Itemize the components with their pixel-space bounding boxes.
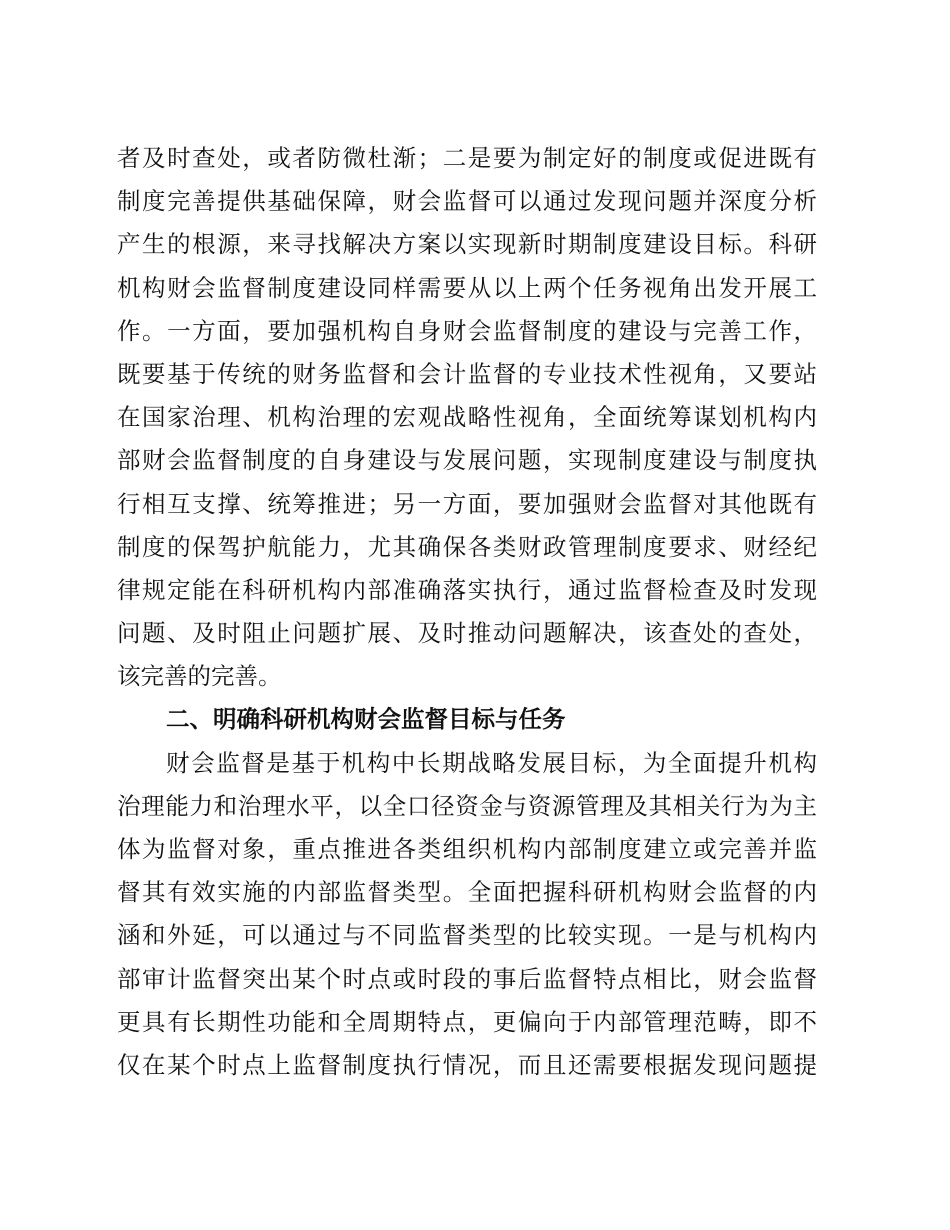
text-line: 产生的根源，来寻找解决方案以实现新时期制度建设目标。科研 xyxy=(117,230,817,259)
text-line: 作。一方面，要加强机构自身财会监督制度的建设与完善工作， xyxy=(117,316,817,345)
text-line: 仅在某个时点上监督制度执行情况，而且还需要根据发现问题提 xyxy=(117,1050,817,1079)
document-body xyxy=(117,137,817,1087)
text-line: 体为监督对象，重点推进各类组织机构内部制度建立或完善并监 xyxy=(117,835,817,863)
text-line: 既要基于传统的财务监督和会计监督的专业技术性视角，又要站 xyxy=(117,359,817,388)
text-line: 涵和外延，可以通过与不同监督类型的比较实现。一是与机构内 xyxy=(117,921,817,950)
text-line: 制度的保驾护航能力，尤其确保各类财政管理制度要求、财经纪 xyxy=(117,532,817,561)
text-line: 部财会监督制度的自身建设与发展问题，实现制度建设与制度执 xyxy=(117,446,817,475)
text-line: 该完善的完善。 xyxy=(117,662,282,691)
text-line: 财会监督是基于机构中长期战略发展目标，为全面提升机构 xyxy=(166,748,817,777)
paragraph-1 xyxy=(117,137,817,698)
section-heading: 二、明确科研机构财会监督目标与任务 xyxy=(166,705,566,734)
text-line: 更具有长期性功能和全周期特点，更偏向于内部管理范畴，即不 xyxy=(117,1007,817,1036)
text-line: 律规定能在科研机构内部准确落实执行，通过监督检查及时发现 xyxy=(117,575,817,604)
text-line: 部审计监督突出某个时点或时段的事后监督特点相比，财会监督 xyxy=(117,964,817,993)
paragraph-2 xyxy=(117,742,817,1088)
text-line: 督其有效实施的内部监督类型。全面把握科研机构财会监督的内 xyxy=(117,878,817,907)
text-line: 者及时查处，或者防微杜渐；二是要为制定好的制度或促进既有 xyxy=(117,144,817,172)
text-line: 治理能力和治理水平，以全口径资金与资源管理及其相关行为为主 xyxy=(117,791,817,820)
text-line: 行相互支撑、统筹推进；另一方面，要加强财会监督对其他既有 xyxy=(117,489,817,518)
text-line: 制度完善提供基础保障，财会监督可以通过发现问题并深度分析 xyxy=(117,187,817,216)
text-line: 在国家治理、机构治理的宏观战略性视角，全面统筹谋划机构内 xyxy=(117,403,817,432)
text-line: 问题、及时阻止问题扩展、及时推动问题解决，该查处的查处， xyxy=(117,619,817,648)
text-line: 机构财会监督制度建设同样需要从以上两个任务视角出发开展工 xyxy=(117,273,817,302)
